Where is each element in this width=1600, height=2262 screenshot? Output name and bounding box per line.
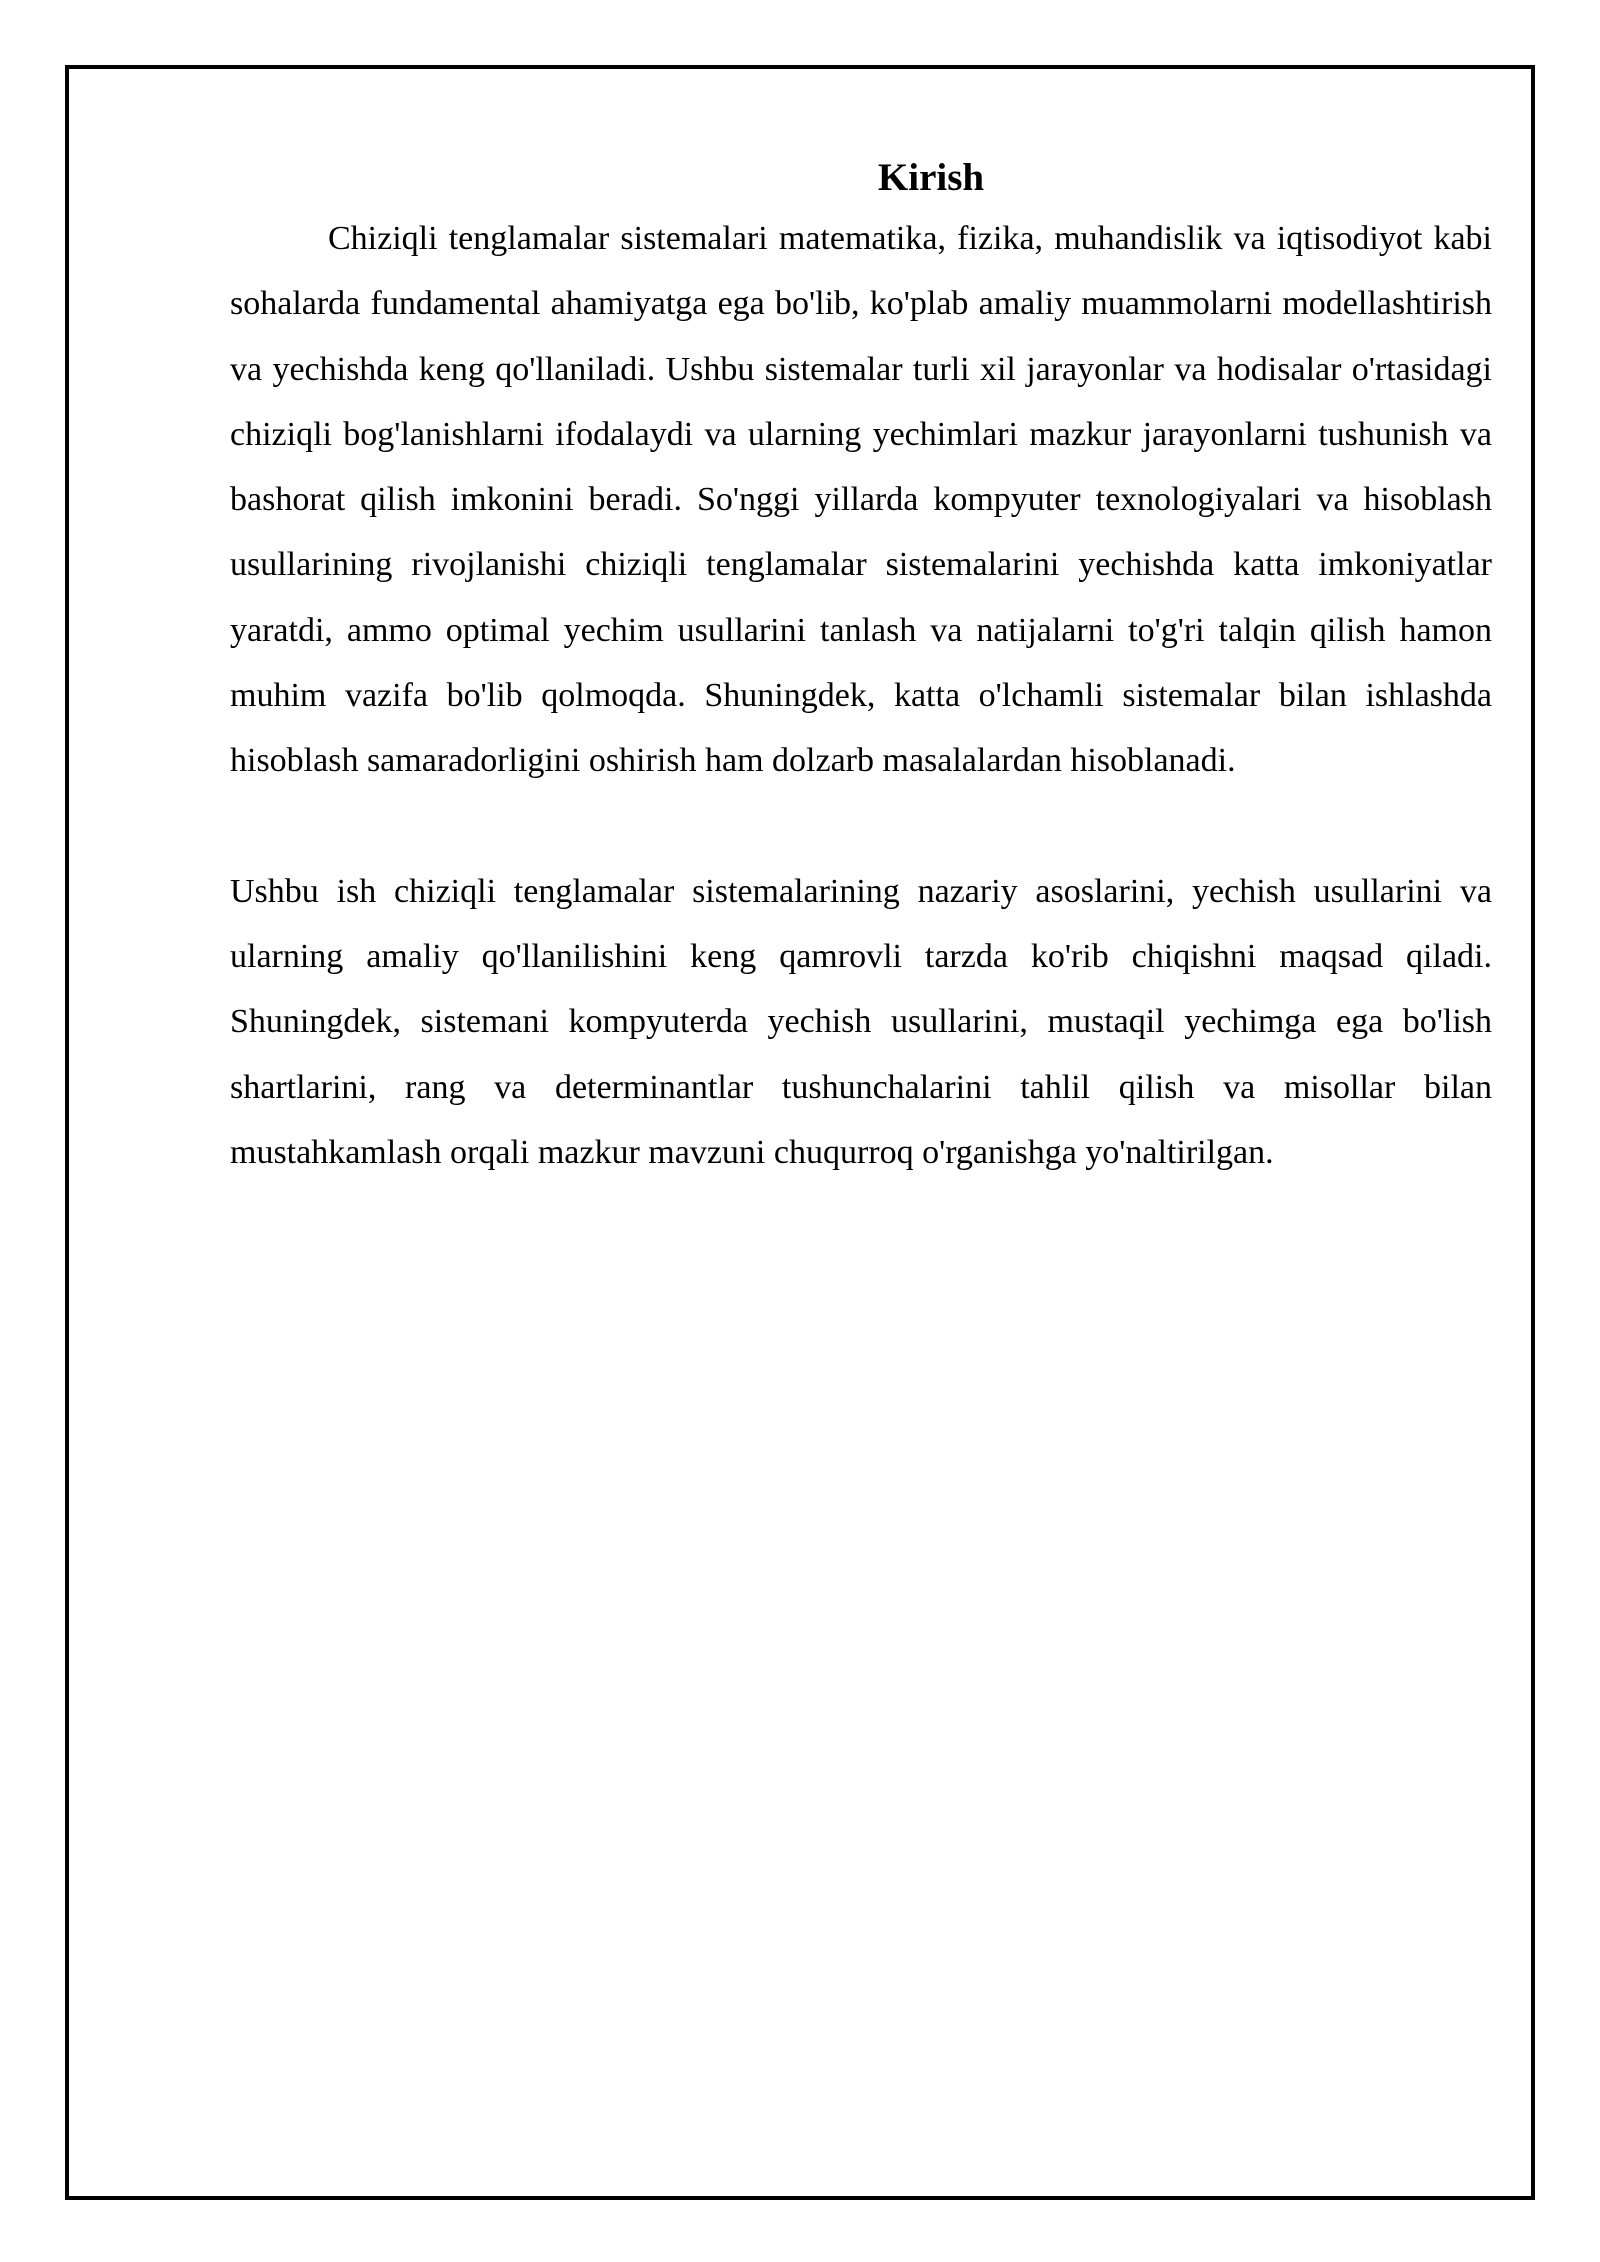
paragraph-1: Chiziqli tenglamalar sistemalari matematika, fizika, muhandislik va iqtisodiyot kabi sohalarda fundamental ahamiyatga ega bo'lib, ko'plab amaliy muammolarni modellashtirish va yechishda keng qo'llaniladi. Ushbu sistemalar turli xil jarayonlar va hodisalar o'rtasidagi chiziqli bog'lanishlarni ifodalaydi va ularning yechimlari mazkur jarayonlarni tushunish va bashorat qilish imkonini beradi. So'nggi yillarda kompyuter texnologiyalari va hisoblash usullarining rivojlanishi chiziqli tenglamalar sistemalarini yechishda katta imkoniyatlar yaratdi, ammo optimal yechim usullarini tanlash va natijalarni to'g'ri talqin qilish hamon muhim vazifa bo'lib qolmoqda. Shuningdek, katta o'lchamli sistemalar bilan ishlashda hisoblash samaradorligini oshirish ham dolzarb masalalardan hisoblanadi. (230, 220, 1492, 780)
document-body (230, 150, 1492, 1185)
paragraph-2: Ushbu ish chiziqli tenglamalar sistemalarining nazariy asoslarini, yechish usullarini va ularning amaliy qo'llanilishini keng qamrovli tarzda ko'rib chiqishni maqsad qiladi. Shuningdek, sistemani kompyuterda yechish usullarini, mustaqil yechimga ega bo'lish shartlarini, rang va determinantlar tushunchalarini tahlil qilish va misollar bilan mustahkamlash orqali mazkur mavzuni chuqurroq o'rganishga yo'naltirilgan. (230, 872, 1492, 1171)
document-title: Kirish (877, 156, 985, 199)
paragraph-spacer (230, 794, 1492, 859)
